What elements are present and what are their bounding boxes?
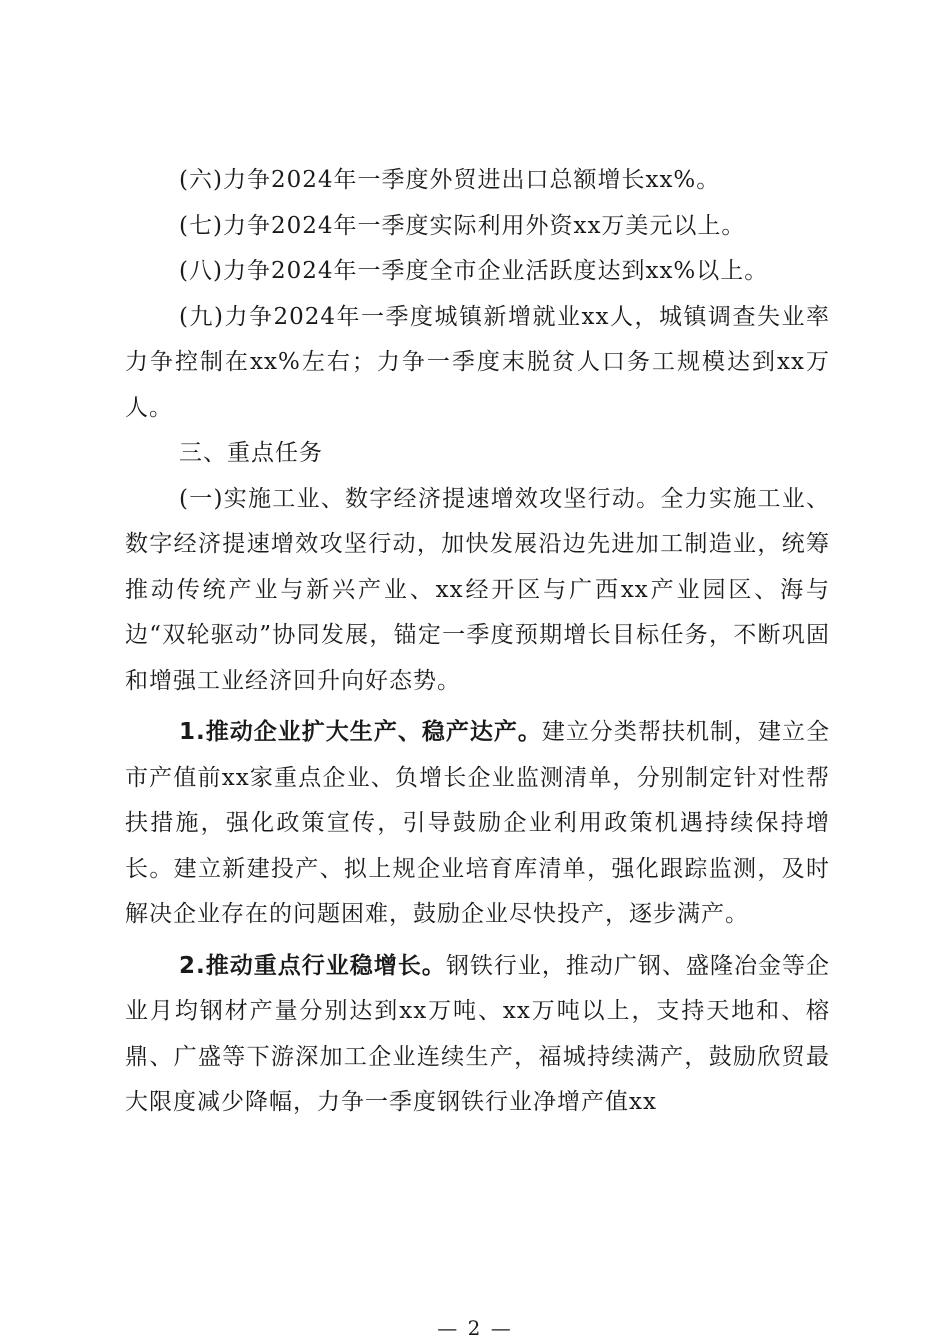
paragraph-goal-9: (九)力争2024年一季度城镇新增就业xx人，城镇调查失业率力争控制在xx%左右；力争一季度末脱贫人口务工规模达到xx万人。 [125,303,830,421]
task-item-2-lead: 2.推动重点行业稳增长。 [179,952,446,979]
paragraph-goal-7: (七)力争2024年一季度实际利用外资xx万美元以上。 [179,212,746,239]
task-item-1 [125,710,830,938]
section-heading: 三、重点任务 [179,440,323,466]
task-intro-paragraph: (一)实施工业、数字经济提速增效攻坚行动。全力实施工业、数字经济提速增效攻坚行动，加快发展沿边先进加工制造业，统筹推动传统产业与新兴产业、xx经开区与广西xx产业园区、海与边“双轮驱动”协同发展，锚定一季度预期增长目标任务，不断巩固和增强工业经济回升向好态势。 [125,485,830,694]
task-item-1-body: 建立分类帮扶机制，建立全市产值前xx家重点企业、负增长企业监测清单，分别制定针对性帮扶措施，强化政策宣传，引导鼓励企业利用政策机遇持续保持增长。建立新建投产、拟上规企业培育库清单，强化跟踪监测，及时解决企业存在的问题困难，鼓励企业尽快投产，逐步满产。 [125,719,830,927]
page-number: — 2 — [437,1316,513,1340]
paragraph-goal-8: (八)力争2024年一季度全市企业活跃度达到xx%以上。 [179,258,769,284]
document-body [125,158,830,1126]
paragraph-goal-6: (六)力争2024年一季度外贸进出口总额增长xx%。 [179,167,721,193]
task-item-1-lead: 1.推动企业扩大生产、稳产达产。 [179,719,542,745]
task-item-2-body: 钢铁行业，推动广钢、盛隆冶金等企业月均钢材产量分别达到xx万吨、xx万吨以上，支持天地和、榕鼎、广盛等下游深加工企业连续生产，福城持续满产，鼓励欣贸最大限度减少降幅，力争一季度钢铁行业净增产值xx [125,952,831,1115]
task-item-2 [125,944,830,1126]
